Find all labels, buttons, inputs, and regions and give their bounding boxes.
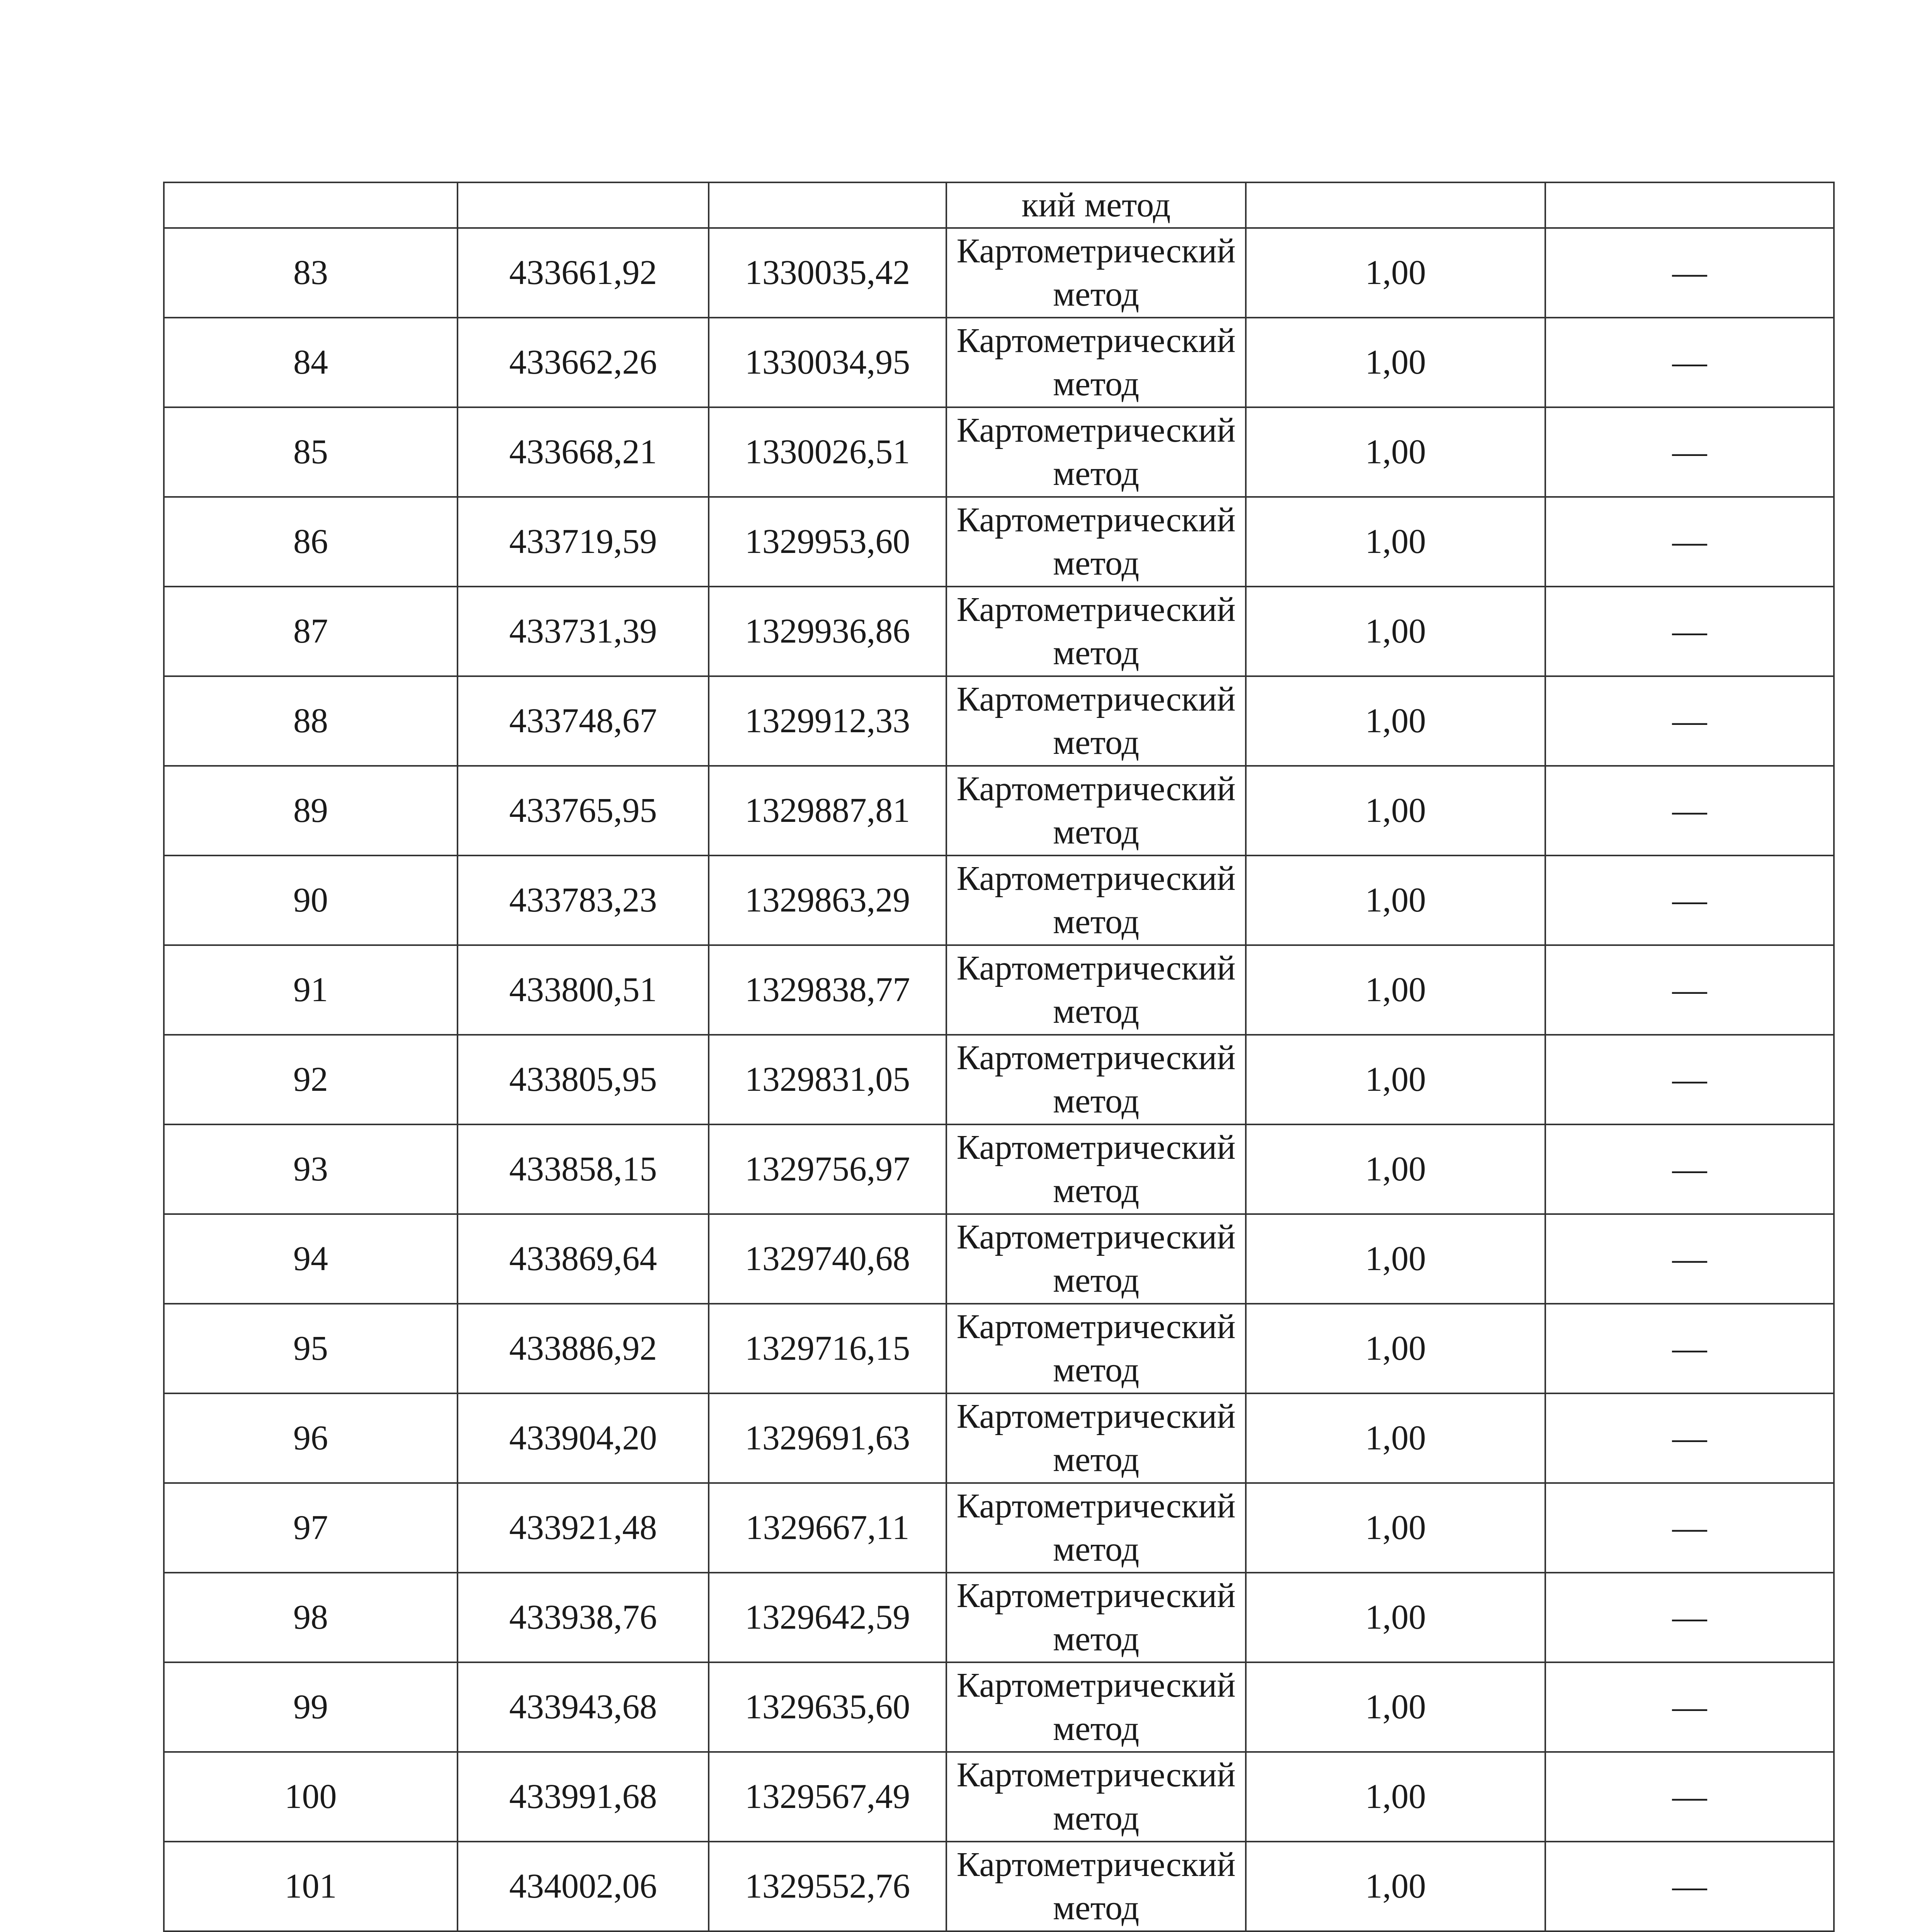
cell-precision: [1246, 182, 1545, 228]
cell-x: 434002,06: [458, 1842, 709, 1931]
cell-method: [946, 766, 1246, 855]
cell-precision: 1,00: [1246, 1662, 1545, 1752]
table-row: [164, 318, 1834, 407]
cell-precision: 1,00: [1246, 1842, 1545, 1931]
cell-number: 86: [164, 497, 458, 587]
table-row: [164, 497, 1834, 587]
cell-method: [946, 1304, 1246, 1393]
cell-number: 87: [164, 587, 458, 676]
cell-method: [946, 945, 1246, 1035]
cell-number: 93: [164, 1124, 458, 1214]
method-text: Картометрический метод: [956, 501, 1236, 582]
cell-note: —: [1545, 1214, 1834, 1304]
cell-note: —: [1545, 766, 1834, 855]
cell-x: 433800,51: [458, 945, 709, 1035]
cell-y: 1329567,49: [709, 1752, 946, 1842]
table-row: [164, 1752, 1834, 1842]
cell-number: [164, 182, 458, 228]
cell-precision: 1,00: [1246, 1124, 1545, 1214]
cell-x: 433783,23: [458, 855, 709, 945]
method-text: кий метод: [1021, 186, 1171, 224]
cell-precision: 1,00: [1246, 1752, 1545, 1842]
method-text: Картометрический метод: [956, 1487, 1236, 1568]
cell-precision: 1,00: [1246, 318, 1545, 407]
cell-note: —: [1545, 228, 1834, 318]
cell-x: [458, 182, 709, 228]
cell-x: 433869,64: [458, 1214, 709, 1304]
cell-method: [946, 1573, 1246, 1662]
cell-note: —: [1545, 587, 1834, 676]
cell-note: —: [1545, 1752, 1834, 1842]
cell-note: —: [1545, 497, 1834, 587]
table-row: [164, 1214, 1834, 1304]
cell-y: 1330034,95: [709, 318, 946, 407]
cell-y: 1329887,81: [709, 766, 946, 855]
table-row: [164, 945, 1834, 1035]
cell-precision: 1,00: [1246, 766, 1545, 855]
cell-method: [946, 1752, 1246, 1842]
cell-y: 1329642,59: [709, 1573, 946, 1662]
cell-x: 433858,15: [458, 1124, 709, 1214]
table-row: [164, 676, 1834, 766]
cell-note: —: [1545, 318, 1834, 407]
cell-method: [946, 407, 1246, 497]
cell-number: 95: [164, 1304, 458, 1393]
cell-x: 433748,67: [458, 676, 709, 766]
cell-x: 433904,20: [458, 1393, 709, 1483]
table-row: [164, 1573, 1834, 1662]
cell-precision: 1,00: [1246, 676, 1545, 766]
cell-note: —: [1545, 1662, 1834, 1752]
cell-number: 90: [164, 855, 458, 945]
cell-number: 84: [164, 318, 458, 407]
cell-y: 1329838,77: [709, 945, 946, 1035]
cell-number: 94: [164, 1214, 458, 1304]
method-text: Картометрический метод: [956, 1756, 1236, 1837]
table-row: [164, 1393, 1834, 1483]
method-text: Картометрический метод: [956, 232, 1236, 313]
cell-note: —: [1545, 1483, 1834, 1573]
method-text: Картометрический метод: [956, 770, 1236, 851]
table-row: [164, 1035, 1834, 1124]
method-text: Картометрический метод: [956, 1845, 1236, 1927]
cell-precision: 1,00: [1246, 1393, 1545, 1483]
table-row: [164, 766, 1834, 855]
cell-y: 1329863,29: [709, 855, 946, 945]
cell-x: 433668,21: [458, 407, 709, 497]
cell-note: —: [1545, 1393, 1834, 1483]
cell-method: [946, 228, 1246, 318]
cell-x: 433886,92: [458, 1304, 709, 1393]
table-body: [164, 182, 1834, 1932]
cell-precision: 1,00: [1246, 407, 1545, 497]
cell-number: 99: [164, 1662, 458, 1752]
cell-number: 98: [164, 1573, 458, 1662]
method-text: Картометрический метод: [956, 1308, 1236, 1389]
cell-precision: 1,00: [1246, 1304, 1545, 1393]
cell-method: [946, 1035, 1246, 1124]
cell-y: 1330026,51: [709, 407, 946, 497]
cell-y: 1329716,15: [709, 1304, 946, 1393]
cell-x: 433719,59: [458, 497, 709, 587]
cell-note: —: [1545, 1035, 1834, 1124]
method-text: Картометрический метод: [956, 1666, 1236, 1748]
cell-number: 91: [164, 945, 458, 1035]
cell-method: [946, 587, 1246, 676]
cell-y: 1329831,05: [709, 1035, 946, 1124]
method-text: Картометрический метод: [956, 1039, 1236, 1120]
cell-y: 1329740,68: [709, 1214, 946, 1304]
cell-method: [946, 1662, 1246, 1752]
cell-number: 101: [164, 1842, 458, 1931]
method-text: Картометрический метод: [956, 411, 1236, 493]
cell-y: 1329667,11: [709, 1483, 946, 1573]
method-text: Картометрический метод: [956, 1397, 1236, 1479]
cell-number: 100: [164, 1752, 458, 1842]
method-text: Картометрический метод: [956, 1577, 1236, 1658]
cell-precision: 1,00: [1246, 855, 1545, 945]
cell-y: 1329691,63: [709, 1393, 946, 1483]
method-text: Картометрический метод: [956, 680, 1236, 762]
cell-note: —: [1545, 1124, 1834, 1214]
cell-method: [946, 1842, 1246, 1931]
coordinates-table: [163, 182, 1835, 1932]
method-text: Картометрический метод: [956, 321, 1236, 403]
cell-precision: 1,00: [1246, 497, 1545, 587]
table-row: [164, 1842, 1834, 1931]
cell-number: 96: [164, 1393, 458, 1483]
cell-note: —: [1545, 855, 1834, 945]
cell-x: 433662,26: [458, 318, 709, 407]
table-row: [164, 1662, 1834, 1752]
cell-number: 83: [164, 228, 458, 318]
cell-y: 1329912,33: [709, 676, 946, 766]
cell-y: 1330035,42: [709, 228, 946, 318]
cell-number: 85: [164, 407, 458, 497]
table-row: [164, 1483, 1834, 1573]
table-row: [164, 228, 1834, 318]
cell-precision: 1,00: [1246, 228, 1545, 318]
cell-precision: 1,00: [1246, 1573, 1545, 1662]
cell-y: 1329936,86: [709, 587, 946, 676]
cell-note: [1545, 182, 1834, 228]
cell-precision: 1,00: [1246, 945, 1545, 1035]
table-row: [164, 587, 1834, 676]
cell-method: [946, 1483, 1246, 1573]
cell-number: 97: [164, 1483, 458, 1573]
method-text: Картометрический метод: [956, 590, 1236, 672]
cell-x: 433921,48: [458, 1483, 709, 1573]
cell-method: [946, 1214, 1246, 1304]
cell-precision: 1,00: [1246, 1483, 1545, 1573]
cell-method: [946, 676, 1246, 766]
method-text: Картометрический метод: [956, 1128, 1236, 1210]
cell-note: —: [1545, 1304, 1834, 1393]
cell-method: [946, 855, 1246, 945]
cell-y: 1329953,60: [709, 497, 946, 587]
cell-note: —: [1545, 1842, 1834, 1931]
cell-x: 433938,76: [458, 1573, 709, 1662]
cell-method: [946, 497, 1246, 587]
table-row: [164, 855, 1834, 945]
cell-x: 433661,92: [458, 228, 709, 318]
cell-number: 92: [164, 1035, 458, 1124]
cell-y: 1329552,76: [709, 1842, 946, 1931]
table-row: [164, 407, 1834, 497]
cell-note: —: [1545, 945, 1834, 1035]
cell-precision: 1,00: [1246, 1035, 1545, 1124]
cell-precision: 1,00: [1246, 1214, 1545, 1304]
cell-x: 433765,95: [458, 766, 709, 855]
method-text: Картометрический метод: [956, 949, 1236, 1031]
cell-x: 433991,68: [458, 1752, 709, 1842]
cell-precision: 1,00: [1246, 587, 1545, 676]
cell-y: [709, 182, 946, 228]
table-row: [164, 1124, 1834, 1214]
cell-number: 88: [164, 676, 458, 766]
cell-note: —: [1545, 1573, 1834, 1662]
cell-method: [946, 318, 1246, 407]
cell-method: [946, 1124, 1246, 1214]
cell-x: 433805,95: [458, 1035, 709, 1124]
table-row: [164, 1304, 1834, 1393]
cell-x: 433731,39: [458, 587, 709, 676]
cell-number: 89: [164, 766, 458, 855]
method-text: Картометрический метод: [956, 1218, 1236, 1299]
cell-y: 1329756,97: [709, 1124, 946, 1214]
cell-x: 433943,68: [458, 1662, 709, 1752]
cell-method: [946, 182, 1246, 228]
cell-y: 1329635,60: [709, 1662, 946, 1752]
method-text: Картометрический метод: [956, 859, 1236, 941]
cell-method: [946, 1393, 1246, 1483]
cell-note: —: [1545, 407, 1834, 497]
cell-note: —: [1545, 676, 1834, 766]
continuation-row: [164, 182, 1834, 228]
